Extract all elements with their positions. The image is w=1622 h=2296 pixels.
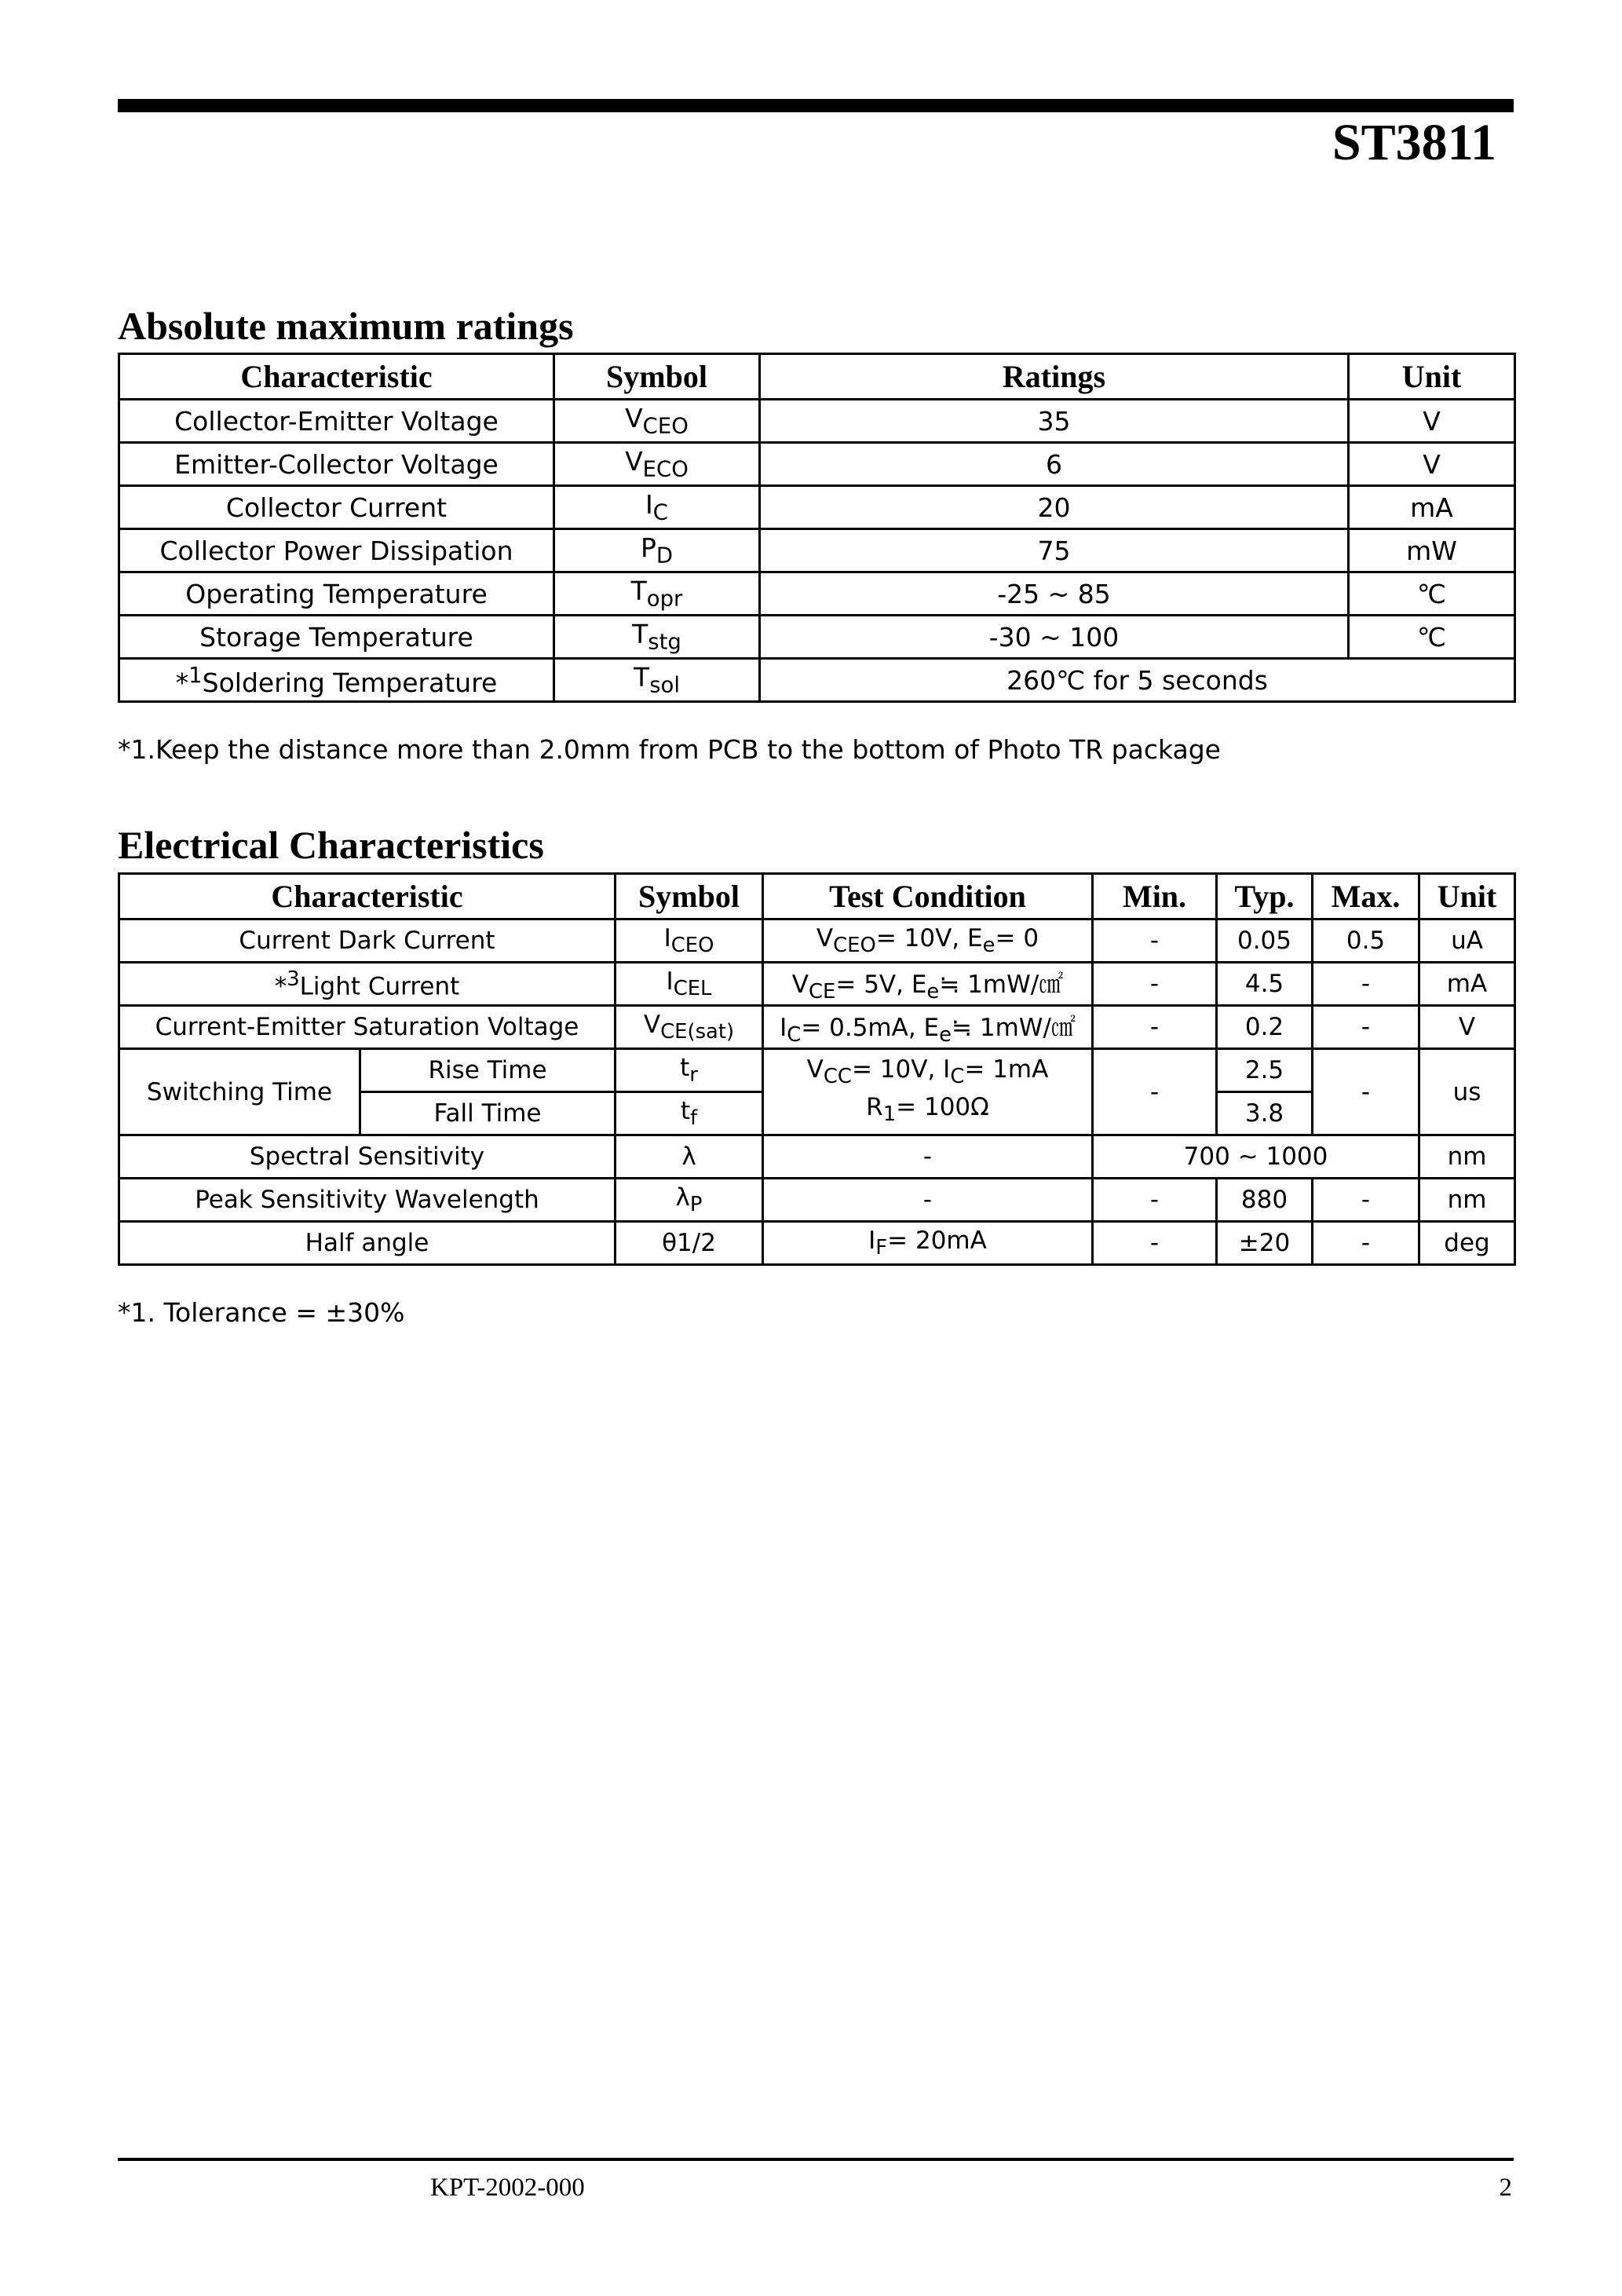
typ-cell: 3.8 <box>1217 1092 1313 1135</box>
column-header: Characteristic <box>119 354 554 400</box>
symbol-cell: $T_{sol}$ <box>554 659 760 702</box>
unit-cell: ℃ <box>1349 572 1515 616</box>
table-row <box>119 963 1515 1006</box>
rating-cell: 75 <box>760 529 1349 572</box>
rating-cell: 6 <box>760 443 1349 486</box>
unit-cell: nm <box>1419 1179 1515 1222</box>
characteristic-cell: Switching Time <box>119 1049 360 1135</box>
electrical-footnote: *1. Tolerance = ±30% <box>118 1297 405 1328</box>
condition-cell: $V_{CC}= 10V$, $I_C= 1mA$ $R_1= 100\Omega$ <box>763 1049 1093 1135</box>
rating-cell: -30 ~ 100 <box>760 616 1349 659</box>
characteristic-cell: Collector-Emitter Voltage <box>119 400 554 443</box>
rating-cell: 20 <box>760 486 1349 529</box>
typ-cell: 2.5 <box>1217 1049 1313 1092</box>
condition-cell: - <box>763 1179 1093 1222</box>
characteristic-cell: Collector Current <box>119 486 554 529</box>
absolute-max-table <box>118 353 1516 703</box>
column-header: Characteristic <box>119 874 616 919</box>
characteristic-cell: Peak Sensitivity Wavelength <box>119 1179 616 1222</box>
symbol-cell: λ <box>616 1135 763 1179</box>
condition-cell: $V_{CEO}= 10V$, $E_e= 0$ <box>763 919 1093 963</box>
characteristic-cell: Current-Emitter Saturation Voltage <box>119 1006 616 1049</box>
max-cell: - <box>1313 1222 1419 1265</box>
characteristic-cell: Current Dark Current <box>119 919 616 963</box>
min-cell: - <box>1093 1006 1217 1049</box>
condition-cell: $V_{CE}= 5V$, $E_e≒$ 1mW/㎠ <box>763 963 1093 1006</box>
table-header-row <box>119 354 1515 400</box>
condition-cell: $I_C= 0.5mA$, $E_e≒$ 1mW/㎠ <box>763 1006 1093 1049</box>
min-cell: - <box>1093 1222 1217 1265</box>
table-row <box>119 1222 1515 1265</box>
table-row <box>119 1049 1515 1092</box>
unit-cell: mA <box>1419 963 1515 1006</box>
table-row <box>119 572 1515 616</box>
rating-cell: -25 ~ 85 <box>760 572 1349 616</box>
column-header: Typ. <box>1217 874 1313 919</box>
table-row <box>119 616 1515 659</box>
typ-cell: 0.2 <box>1217 1006 1313 1049</box>
absolute-max-title: Absolute maximum ratings <box>118 304 574 348</box>
characteristic-cell: Collector Power Dissipation <box>119 529 554 572</box>
column-header: Unit <box>1419 874 1515 919</box>
min-cell: - <box>1093 919 1217 963</box>
max-cell: - <box>1313 1006 1419 1049</box>
characteristic-cell: Operating Temperature <box>119 572 554 616</box>
max-cell: - <box>1313 1049 1419 1135</box>
electrical-title: Electrical Characteristics <box>118 823 544 867</box>
characteristic-cell: Spectral Sensitivity <box>119 1135 616 1179</box>
rating-cell: 35 <box>760 400 1349 443</box>
symbol-cell: $\lambda_P$ <box>616 1179 763 1222</box>
symbol-cell: $I_C$ <box>554 486 760 529</box>
column-header: Max. <box>1313 874 1419 919</box>
symbol-cell: $V_{ECO}$ <box>554 443 760 486</box>
part-number: ST3811 <box>1332 114 1496 171</box>
table-row <box>119 659 1515 702</box>
table-row <box>119 400 1515 443</box>
symbol-cell: $T_{stg}$ <box>554 616 760 659</box>
unit-cell: ℃ <box>1349 616 1515 659</box>
column-header: Unit <box>1349 354 1515 400</box>
column-header: Symbol <box>554 354 760 400</box>
symbol-cell: $t_f$ <box>616 1092 763 1135</box>
characteristic-cell: *$^1$Soldering Temperature <box>119 659 554 702</box>
table-row <box>119 486 1515 529</box>
unit-cell: deg <box>1419 1222 1515 1265</box>
footer-rule <box>118 2158 1514 2161</box>
symbol-cell: $V_{CEO}$ <box>554 400 760 443</box>
page-number: 2 <box>1499 2174 1512 2202</box>
max-cell: 0.5 <box>1313 919 1419 963</box>
characteristic-cell: *$^3$Light Current <box>119 963 616 1006</box>
typ-cell: 880 <box>1217 1179 1313 1222</box>
unit-cell: V <box>1349 400 1515 443</box>
symbol-cell: $I_{CEO}$ <box>616 919 763 963</box>
symbol-cell: $P_D$ <box>554 529 760 572</box>
table-row <box>119 1179 1515 1222</box>
characteristic-cell: Half angle <box>119 1222 616 1265</box>
symbol-cell: $V_{CE(sat)}$ <box>616 1006 763 1049</box>
column-header: Min. <box>1093 874 1217 919</box>
absolute-max-footnote: *1.Keep the distance more than 2.0mm from PCB to the bottom of Photo TR package <box>118 734 1221 765</box>
unit-cell: uA <box>1419 919 1515 963</box>
unit-cell: mA <box>1349 486 1515 529</box>
condition-cell: $I_F= 20mA$ <box>763 1222 1093 1265</box>
characteristic-cell: Emitter-Collector Voltage <box>119 443 554 486</box>
column-header: Ratings <box>760 354 1349 400</box>
min-cell: - <box>1093 963 1217 1006</box>
table-row <box>119 1135 1515 1179</box>
characteristic-cell: Storage Temperature <box>119 616 554 659</box>
symbol-cell: $I_{CEL}$ <box>616 963 763 1006</box>
typ-cell: ±20 <box>1217 1222 1313 1265</box>
unit-cell: us <box>1419 1049 1515 1135</box>
max-cell: - <box>1313 1179 1419 1222</box>
table-header-row <box>119 874 1515 919</box>
table-row <box>119 443 1515 486</box>
unit-cell: mW <box>1349 529 1515 572</box>
table-row <box>119 529 1515 572</box>
symbol-cell: $T_{opr}$ <box>554 572 760 616</box>
unit-cell: V <box>1419 1006 1515 1049</box>
electrical-table <box>118 872 1516 1266</box>
table-row <box>119 919 1515 963</box>
column-header: Symbol <box>616 874 763 919</box>
min-cell: - <box>1093 1049 1217 1135</box>
table-row <box>119 1006 1515 1049</box>
rating-cell: 260℃ for 5 seconds <box>760 659 1515 702</box>
typ-cell: 4.5 <box>1217 963 1313 1006</box>
symbol-cell: θ1/2 <box>616 1222 763 1265</box>
sub-characteristic-cell: Fall Time <box>360 1092 616 1135</box>
sub-characteristic-cell: Rise Time <box>360 1049 616 1092</box>
typ-cell: 0.05 <box>1217 919 1313 963</box>
column-header: Test Condition <box>763 874 1093 919</box>
header-rule <box>118 99 1514 112</box>
range-cell: 700 ~ 1000 <box>1093 1135 1419 1179</box>
document-code: KPT-2002-000 <box>430 2174 585 2202</box>
unit-cell: V <box>1349 443 1515 486</box>
condition-cell: - <box>763 1135 1093 1179</box>
symbol-cell: $t_r$ <box>616 1049 763 1092</box>
min-cell: - <box>1093 1179 1217 1222</box>
unit-cell: nm <box>1419 1135 1515 1179</box>
max-cell: - <box>1313 963 1419 1006</box>
